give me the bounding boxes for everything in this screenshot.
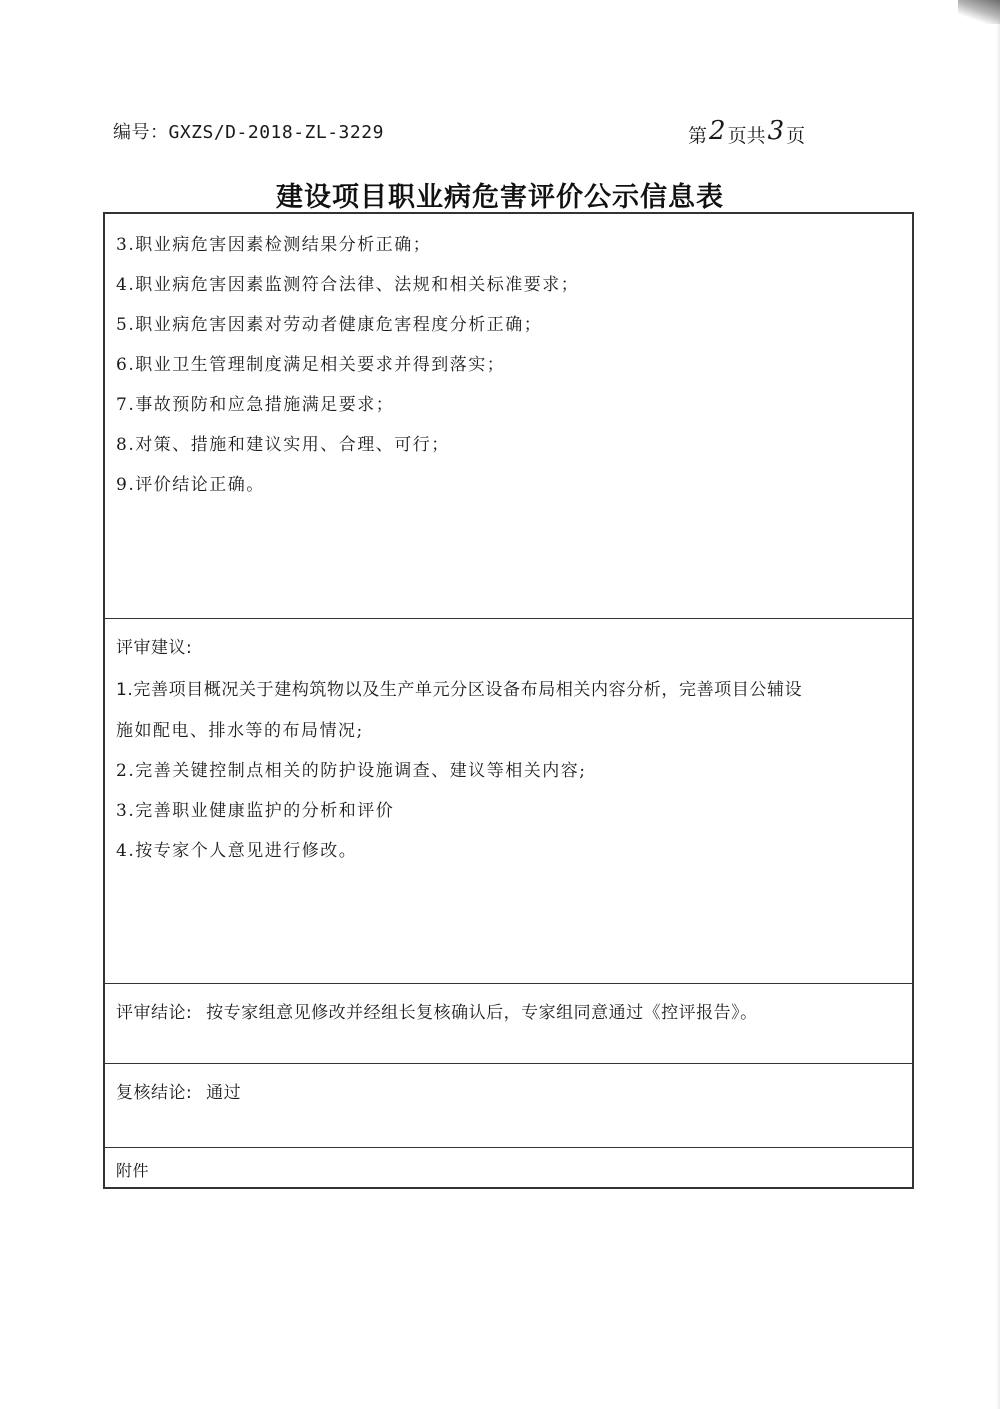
document-number-value: GXZS/D-2018-ZL-3229 — [168, 122, 384, 143]
review-conclusion-label: 评审结论: — [116, 1003, 193, 1023]
document-number — [113, 118, 384, 144]
criteria-row — [105, 214, 912, 618]
page-suffix: 页 — [786, 125, 806, 147]
recheck-conclusion-row — [105, 1063, 912, 1147]
suggestion-line: 1.完善项目概况关于建构筑物以及生产单元分区设备布局相关内容分析，完善项目公辅设 — [116, 680, 803, 700]
review-conclusion-row — [105, 983, 912, 1063]
page-prefix: 第 — [688, 125, 708, 147]
attachment-label: 附件 — [116, 1161, 150, 1180]
recheck-conclusion-label: 复核结论: — [116, 1083, 193, 1103]
recheck-conclusion — [116, 1078, 241, 1103]
suggestions-row — [105, 618, 912, 983]
criteria-item: 3.职业病危害因素检测结果分析正确； — [116, 235, 432, 255]
suggestion-line: 2.完善关键控制点相关的防护设施调查、建议等相关内容; — [116, 761, 587, 781]
info-table — [103, 212, 914, 1189]
suggestion-line: 3.完善职业健康监护的分析和评价 — [116, 801, 395, 821]
page-current: 2 — [709, 116, 726, 146]
scan-corner-shadow — [958, 0, 1000, 24]
suggestion-line: 施如配电、排水等的布局情况; — [116, 721, 364, 741]
criteria-item: 6.职业卫生管理制度满足相关要求并得到落实； — [116, 355, 506, 375]
page-total: 3 — [767, 116, 785, 146]
page-counter — [688, 116, 806, 149]
review-conclusion-text: 按专家组意见修改并经组长复核确认后，专家组同意通过《控评报告》。 — [206, 1003, 758, 1023]
criteria-item: 8.对策、措施和建议实用、合理、可行； — [116, 435, 450, 455]
criteria-item: 5.职业病危害因素对劳动者健康危害程度分析正确； — [116, 315, 543, 335]
criteria-item: 9.评价结论正确。 — [116, 475, 265, 495]
suggestions-heading: 评审建议: — [116, 638, 193, 658]
criteria-item: 4.职业病危害因素监测符合法律、法规和相关标准要求； — [116, 275, 580, 295]
page-title: 建设项目职业病危害评价公示信息表 — [276, 182, 724, 213]
review-conclusion — [116, 998, 758, 1023]
recheck-conclusion-text: 通过 — [206, 1083, 242, 1103]
page-middle: 页共 — [727, 125, 766, 147]
criteria-item: 7.事故预防和应急措施满足要求； — [116, 395, 395, 415]
attachment-row — [105, 1147, 912, 1187]
suggestion-line: 4.按专家个人意见进行修改。 — [116, 841, 358, 861]
document-number-label: 编号： — [113, 122, 169, 143]
